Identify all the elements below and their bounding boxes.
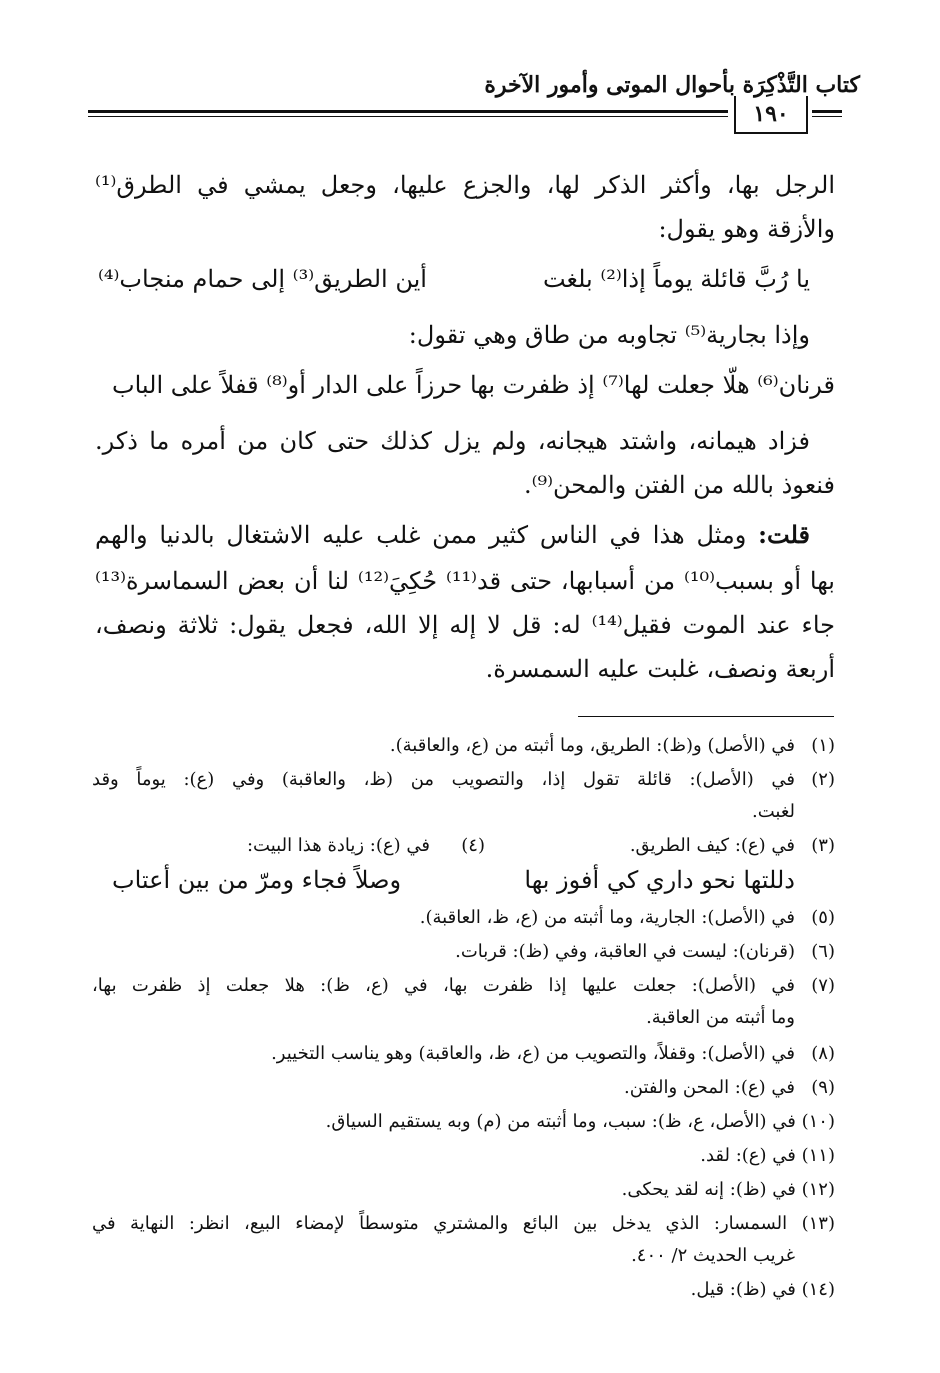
body-line-6 [95,518,810,552]
footnote-separator [578,716,834,717]
footnote-3: في (ع): كيف الطريق. [629,835,795,856]
header-rule [88,110,728,113]
qultu-label: قلت: [758,520,810,549]
footnote-number-7: (٧) [811,975,835,996]
header-rule-thin [88,116,728,117]
footnote-14: (١٤) في (ظ): قيل. [690,1279,835,1300]
footnote-13-line-1: (١٣) السمسار: الذي يدخل بين البائع والمشتري متوسطاً لإمضاء البيع، انظر: النهاية في [92,1213,835,1234]
footnote-7-line-1: في (الأصل): جعلت عليها إذا ظفرت بها، في (ع، ظ): هلا جعلت إذ ظفرت بها، [92,975,795,996]
footnote-8: في (الأصل): وقفلاً، والتصويب من (ع، ظ، والعاقبة) وهو يناسب التخيير. [271,1043,795,1064]
footnote-number-8: (٨) [811,1043,835,1064]
footnote-2-line-1: في (الأصل): قائلة تقول إذا، والتصويب من (ظ، والعاقبة) وفي (ع): يوماً وقد [92,769,795,790]
header-rule-right [812,110,842,113]
header-rule-right-thin [812,116,842,117]
body-line-9: أربعة ونصف، غلبت عليه السمسرة. [485,655,835,683]
body-line-4: فزاد هيمانه، واشتد هيجانه، ولم يزل كذلك حتى كان من أمره ما ذكر. [95,427,810,455]
body-line-5: فنعوذ بالله من الفتن والمحن⁽⁹⁾. [523,471,835,499]
footnote-13-line-2: غريب الحديث ٢/ ٤٠٠. [631,1245,795,1266]
footnote-5: في (الأصل): الجارية، وما أثبته من (ع، ظ، العاقبة). [419,907,795,928]
verse-1-first-hemistich: يا رُبَّ قائلة يوماً إذا⁽²⁾ بلغت [542,265,810,293]
footnote-number-9: (٩) [811,1077,835,1098]
footnote-number-3: (٣) [811,835,835,856]
footnote-11: (١١) في (ع): لقد. [700,1145,835,1166]
running-header-title: كتاب التَّذْكِرَة بأحوال الموتى وأمور الآخرة [484,72,860,98]
footnote-number-1: (١) [811,735,835,756]
verse-1-second-hemistich: أين الطريق⁽³⁾ إلى حمام منجاب⁽⁴⁾ [98,265,427,293]
body-line-8: جاء عند الموت فقيل⁽¹⁴⁾ له: قل لا إله إلا الله، فجعل يقول: ثلاثة ونصف، [95,611,835,639]
verse-2-second-hemistich: حرزاً على الدار أو⁽⁸⁾ قفلاً على الباب [112,371,463,399]
footnote-number-5: (٥) [811,907,835,928]
body-line-1: الرجل بها، وأكثر الذكر لها، والجزع عليها، وجعل يمشي في الطرق⁽¹⁾ [95,171,835,199]
verse-2-first-hemistich: قرنان⁽⁶⁾ هلّا جعلت لها⁽⁷⁾ إذ ظفرت بها [469,371,835,399]
footnote-1: في (الأصل) و(ظ): الطريق، وما أثبته من (ع، والعاقبة). [389,735,795,756]
body-line-7: بها أو بسبب⁽¹⁰⁾ من أسبابها، حتى قد⁽¹¹⁾ حُكِيَ⁽¹²⁾ لنا أن بعض السماسرة⁽¹³⁾ [95,567,835,595]
footnote-4-verse-second-hemistich: وصلاً فجاء ومرّ من بين أعتاب [112,866,402,894]
footnote-9: في (ع): المحن والفتن. [624,1077,795,1098]
footnote-4: في (ع): زيادة هذا البيت: [246,835,430,856]
footnote-number-2: (٢) [811,769,835,790]
body-line-3: وإذا بجارية⁽⁵⁾ تجاوبه من طاق وهي تقول: [408,321,810,349]
body-line-2: والأزقة وهو يقول: [658,215,835,243]
footnote-2-line-2: لغبت. [752,801,795,822]
footnote-number-4: (٤) [461,835,485,856]
footnote-12: (١٢) في (ظ): إنه لقد يحكى. [621,1179,835,1200]
footnote-7-line-2: وما أثبته من العاقبة. [646,1007,795,1028]
footnote-10: (١٠) في (الأصل، ع، ظ): سبب، وما أثبته من (م) وبه يستقيم السياق. [325,1111,835,1132]
footnote-4-verse-first-hemistich: دللتها نحو داري كي أفوز بها [524,866,795,894]
footnote-number-6: (٦) [811,941,835,962]
page-number: ١٩٠ [734,96,808,134]
footnote-6: (قرنان): ليست في العاقبة، وفي (ظ): قربات. [455,941,795,962]
body-line-6-text: ومثل هذا في الناس كثير ممن غلب عليه الاشتغال بالدنيا والهم [95,521,759,549]
